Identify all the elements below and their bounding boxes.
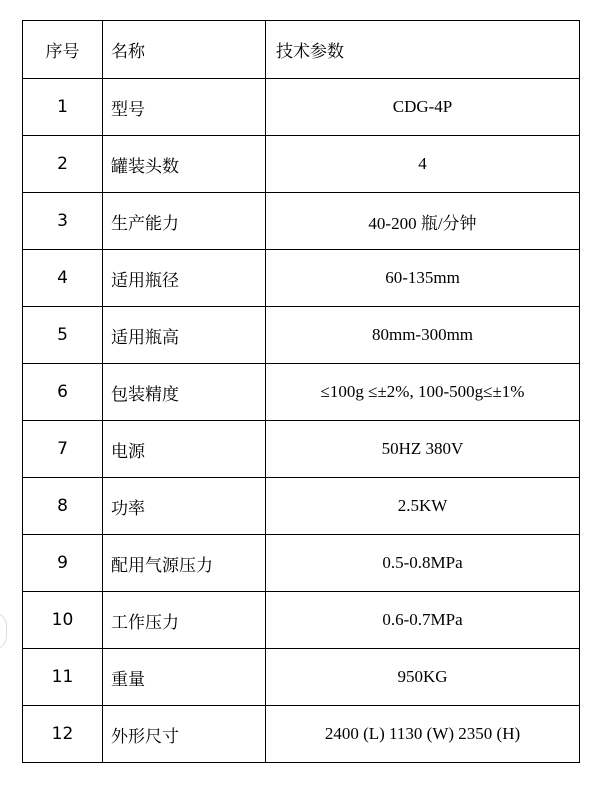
row-value: CDG-4P	[266, 79, 580, 136]
row-index: 11	[23, 649, 103, 706]
row-name: 适用瓶高	[103, 307, 266, 364]
row-value: 50HZ 380V	[266, 421, 580, 478]
table-row	[23, 592, 580, 649]
row-value: 2.5KW	[266, 478, 580, 535]
row-value: 40-200 瓶/分钟	[266, 193, 580, 250]
row-name: 外形尺寸	[103, 706, 266, 763]
row-name: 生产能力	[103, 193, 266, 250]
row-index: 12	[23, 706, 103, 763]
row-value: 950KG	[266, 649, 580, 706]
row-index: 8	[23, 478, 103, 535]
row-value: 4	[266, 136, 580, 193]
table-row	[23, 193, 580, 250]
table-header-row	[23, 21, 580, 79]
row-name: 工作压力	[103, 592, 266, 649]
row-index: 3	[23, 193, 103, 250]
row-index: 4	[23, 250, 103, 307]
row-value: 0.5-0.8MPa	[266, 535, 580, 592]
table-row	[23, 706, 580, 763]
row-value: 60-135mm	[266, 250, 580, 307]
table-row	[23, 79, 580, 136]
row-index: 1	[23, 79, 103, 136]
row-name: 型号	[103, 79, 266, 136]
table-row	[23, 535, 580, 592]
row-value: 0.6-0.7MPa	[266, 592, 580, 649]
row-name: 电源	[103, 421, 266, 478]
table-row	[23, 307, 580, 364]
header-name: 名称	[103, 21, 266, 79]
row-name: 功率	[103, 478, 266, 535]
row-index: 6	[23, 364, 103, 421]
row-index: 5	[23, 307, 103, 364]
row-value: 80mm-300mm	[266, 307, 580, 364]
row-index: 2	[23, 136, 103, 193]
row-index: 7	[23, 421, 103, 478]
table-row	[23, 649, 580, 706]
header-spec: 技术参数	[266, 21, 580, 79]
row-name: 罐装头数	[103, 136, 266, 193]
row-value: 2400 (L) 1130 (W) 2350 (H)	[266, 706, 580, 763]
table-row	[23, 421, 580, 478]
table-row	[23, 478, 580, 535]
row-name: 适用瓶径	[103, 250, 266, 307]
row-value: ≤100g ≤±2%, 100-500g≤±1%	[266, 364, 580, 421]
header-index: 序号	[23, 21, 103, 79]
table-row	[23, 136, 580, 193]
spec-table	[22, 20, 580, 763]
table-row	[23, 364, 580, 421]
row-index: 10	[23, 592, 103, 649]
row-name: 配用气源压力	[103, 535, 266, 592]
row-name: 重量	[103, 649, 266, 706]
row-index: 9	[23, 535, 103, 592]
row-name: 包装精度	[103, 364, 266, 421]
table-row	[23, 250, 580, 307]
edge-scroll-handle	[0, 612, 7, 650]
